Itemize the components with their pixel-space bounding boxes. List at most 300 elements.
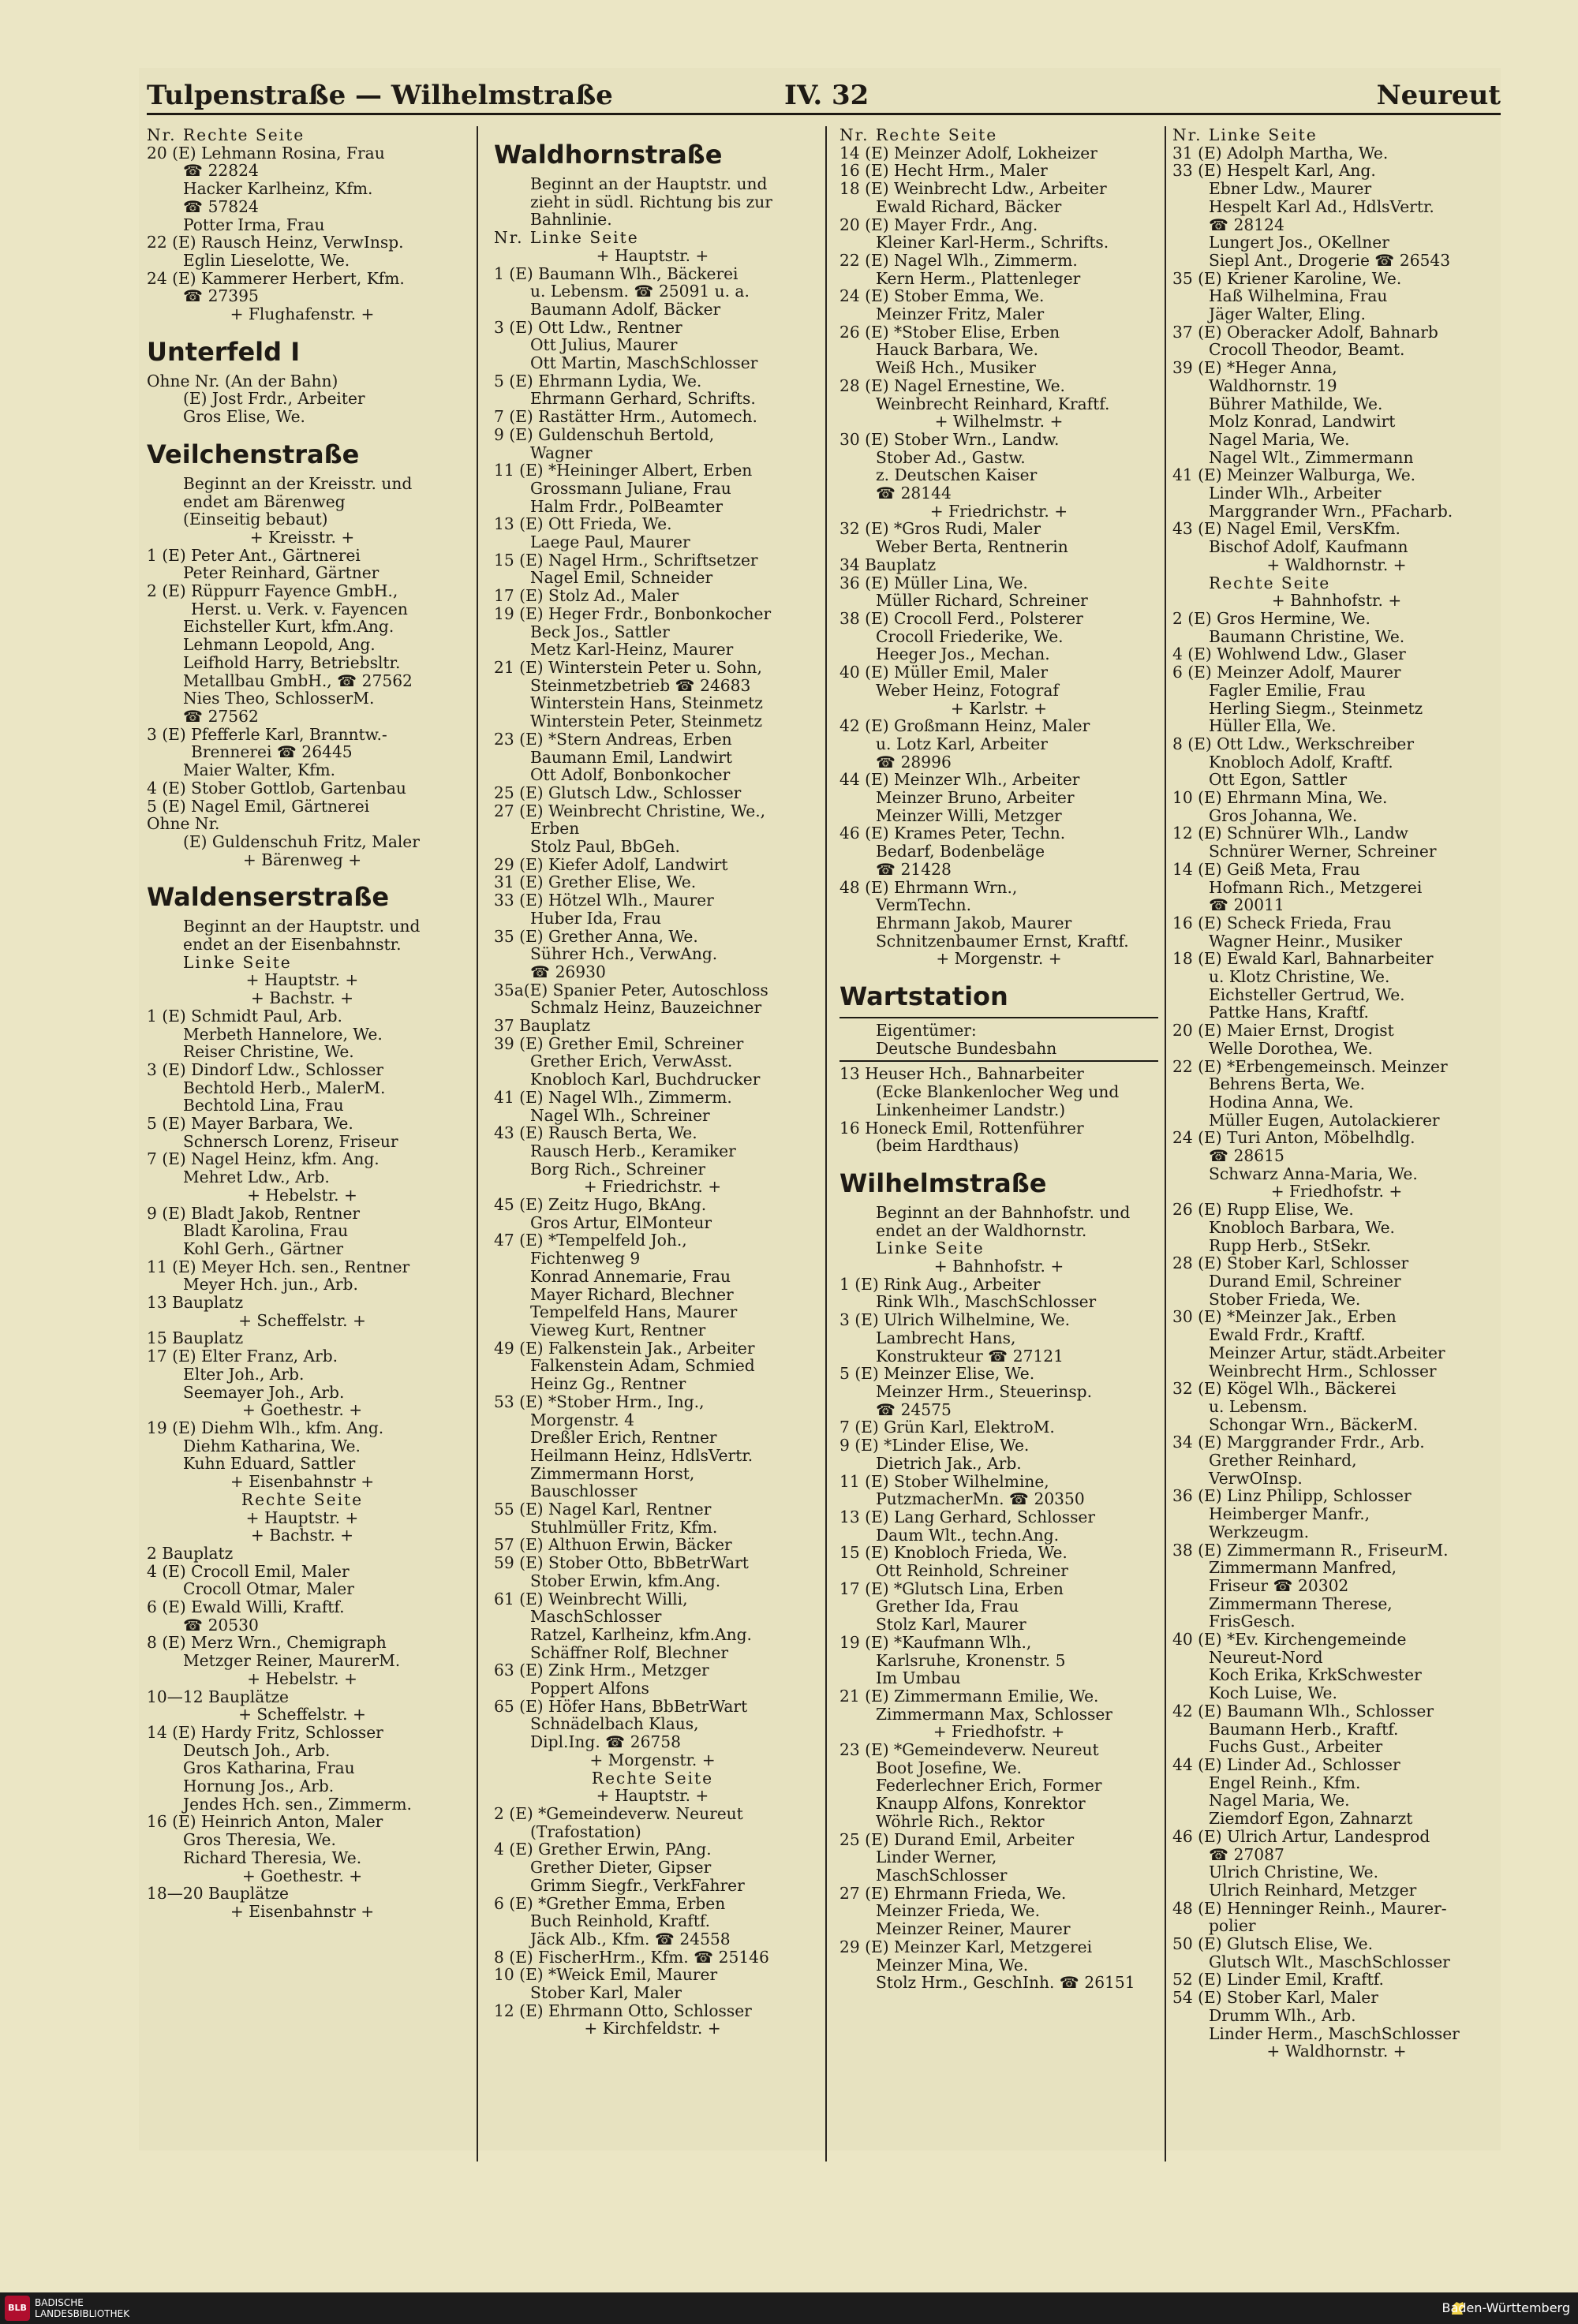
directory-entry: 8 (E) Ott Ldw., Werkschreiber bbox=[1172, 734, 1414, 753]
directory-entry: endet an der Waldhornstr. bbox=[876, 1220, 1087, 1240]
directory-entry: 38 (E) Crocoll Ferd., Polsterer bbox=[839, 608, 1083, 628]
directory-entry: Schmalz Heinz, Bauzeichner bbox=[530, 998, 762, 1018]
directory-entry: Jendes Hch. sen., Zimmerm. bbox=[183, 1794, 412, 1814]
directory-entry: 43 (E) Nagel Emil, VersKfm. bbox=[1172, 519, 1400, 539]
directory-entry: Engel Reinh., Kfm. bbox=[1209, 1773, 1361, 1792]
directory-entry: 22 (E) Nagel Wlh., Zimmerm. bbox=[839, 250, 1078, 270]
directory-entry: Knaupp Alfons, Konrektor bbox=[876, 1794, 1086, 1814]
directory-entry: 21 (E) Winterstein Peter u. Sohn, bbox=[494, 657, 762, 677]
directory-entry: 9 (E) Bladt Jakob, Rentner bbox=[147, 1203, 361, 1223]
directory-entry: 2 (E) *Gemeindeverw. Neureut bbox=[494, 1803, 743, 1823]
directory-entry: Mayer Richard, Blechner bbox=[530, 1284, 734, 1304]
directory-entry: 26 (E) Rupp Elise, We. bbox=[1172, 1200, 1354, 1220]
directory-entry: polier bbox=[1209, 1916, 1256, 1936]
directory-entry: Ziemdorf Egon, Zahnarzt bbox=[1209, 1809, 1413, 1829]
directory-entry: Zimmermann Manfred, bbox=[1209, 1558, 1397, 1578]
directory-entry: 19 (E) Heger Frdr., Bonbonkocher bbox=[494, 603, 772, 623]
directory-entry: Rechte Seite bbox=[591, 1768, 714, 1788]
directory-entry: Knobloch Barbara, We. bbox=[1209, 1217, 1395, 1237]
directory-entry: ☎ 20530 bbox=[183, 1615, 259, 1635]
directory-entry: Dipl.Ing. ☎ 26758 bbox=[530, 1732, 681, 1752]
directory-entry: ☎ 27562 bbox=[183, 706, 259, 726]
directory-entry: 12 (E) Ehrmann Otto, Schlosser bbox=[494, 2001, 752, 2020]
directory-entry: 1 (E) Peter Ant., Gärtnerei bbox=[147, 545, 361, 565]
directory-entry: 50 (E) Glutsch Elise, We. bbox=[1172, 1934, 1374, 1954]
directory-entry: 31 (E) Adolph Martha, We. bbox=[1172, 143, 1389, 163]
directory-entry: Friseur ☎ 20302 bbox=[1209, 1575, 1349, 1595]
directory-entry: 27 (E) Weinbrecht Christine, We., bbox=[494, 801, 766, 820]
directory-entry: 35 (E) Kriener Karoline, We. bbox=[1172, 268, 1402, 288]
page-header bbox=[147, 75, 1501, 115]
directory-entry: Meinzer Reiner, Maurer bbox=[876, 1919, 1071, 1939]
directory-entry: Marggrander Wrn., PFacharb. bbox=[1209, 501, 1453, 521]
directory-entry: Lehmann Leopold, Ang. bbox=[183, 635, 376, 655]
directory-entry: 16 (E) Scheck Frieda, Frau bbox=[1172, 913, 1392, 932]
directory-entry: Nagel Wlh., Schreiner bbox=[530, 1105, 710, 1125]
directory-entry: 18 (E) Ewald Karl, Bahnarbeiter bbox=[1172, 949, 1434, 969]
column-2 bbox=[494, 126, 811, 2038]
blb-logo-icon[interactable]: BLB bbox=[5, 2296, 30, 2321]
directory-entry: Gros Elise, We. bbox=[183, 407, 305, 427]
directory-entry: 19 (E) Diehm Wlh., kfm. Ang. bbox=[147, 1418, 384, 1437]
directory-entry: Winterstein Hans, Steinmetz bbox=[530, 693, 763, 713]
directory-entry: Eigentümer: bbox=[876, 1021, 977, 1041]
directory-entry: 8 (E) Merz Wrn., Chemigraph bbox=[147, 1633, 387, 1653]
directory-entry: Schnürer Werner, Schreiner bbox=[1209, 842, 1437, 861]
directory-entry: Meinzer Fritz, Maler bbox=[876, 305, 1045, 324]
directory-entry: 61 (E) Weinbrecht Willi, bbox=[494, 1589, 688, 1608]
directory-entry: Brennerei ☎ 26445 bbox=[191, 742, 353, 762]
directory-entry: 25 (E) Durand Emil, Arbeiter bbox=[839, 1829, 1075, 1849]
directory-entry: Werkzeugm. bbox=[1209, 1522, 1309, 1541]
directory-entry: Diehm Katharina, We. bbox=[183, 1436, 361, 1455]
directory-entry: 10 (E) Ehrmann Mina, We. bbox=[1172, 788, 1388, 808]
directory-entry: 25 (E) Glutsch Ldw., Schlosser bbox=[494, 783, 742, 802]
directory-entry: Reiser Christine, We. bbox=[183, 1042, 354, 1062]
column-divider bbox=[1165, 126, 1166, 2161]
directory-entry: Elter Joh., Arb. bbox=[183, 1364, 305, 1384]
directory-entry: Kuhn Eduard, Sattler bbox=[183, 1454, 356, 1474]
directory-entry: 42 (E) Baumann Wlh., Schlosser bbox=[1172, 1701, 1434, 1721]
directory-entry: 1 (E) Rink Aug., Arbeiter bbox=[839, 1274, 1041, 1294]
directory-entry: Fichtenweg 9 bbox=[530, 1249, 641, 1268]
directory-entry: 40 (E) *Ev. Kirchengemeinde bbox=[1172, 1630, 1407, 1650]
directory-entry: 13 (E) Ott Frieda, We. bbox=[494, 514, 672, 534]
directory-entry: + Friedrichstr. + bbox=[929, 501, 1068, 521]
directory-entry: Jäger Walter, Eling. bbox=[1209, 305, 1366, 324]
directory-entry: Metzger Reiner, MaurerM. bbox=[183, 1651, 401, 1671]
directory-entry: Kleiner Karl-Herm., Schrifts. bbox=[876, 233, 1109, 252]
directory-entry: u. Lotz Karl, Arbeiter bbox=[876, 734, 1048, 753]
directory-entry: Lambrecht Hans, bbox=[876, 1328, 1016, 1347]
directory-entry: (beim Hardthaus) bbox=[876, 1136, 1019, 1156]
directory-entry: Rechte Seite bbox=[241, 1489, 364, 1509]
directory-entry: Nr. Linke Seite bbox=[1172, 125, 1318, 144]
directory-entry: 5 (E) Nagel Emil, Gärtnerei bbox=[147, 796, 370, 816]
directory-entry: Schnädelbach Klaus, bbox=[530, 1714, 699, 1734]
column-4 bbox=[1172, 126, 1501, 2061]
directory-entry: Hacker Karlheinz, Kfm. bbox=[183, 179, 373, 199]
directory-entry: u. Klotz Christine, We. bbox=[1209, 967, 1390, 987]
directory-entry: Ewald Frdr., Kraftf. bbox=[1209, 1325, 1366, 1345]
directory-entry: ☎ 21428 bbox=[876, 859, 952, 879]
directory-entry: Ratzel, Karlheinz, kfm.Ang. bbox=[530, 1624, 752, 1644]
blb-name: BADISCHE LANDESBIBLIOTHEK bbox=[35, 2297, 130, 2319]
directory-entry: Schongar Wrn., BäckerM. bbox=[1209, 1414, 1419, 1434]
directory-entry: 34 (E) Marggrander Frdr., Arb. bbox=[1172, 1433, 1425, 1452]
directory-entry: 28 (E) Nagel Ernestine, We. bbox=[839, 376, 1065, 395]
directory-entry: Siepl Ant., Drogerie ☎ 26543 bbox=[1209, 250, 1451, 270]
directory-entry: 48 (E) Henninger Reinh., Maurer- bbox=[1172, 1898, 1447, 1918]
directory-entry: 18 (E) Weinbrecht Ldw., Arbeiter bbox=[839, 179, 1107, 199]
directory-entry: + Wilhelmstr. + bbox=[934, 412, 1064, 432]
directory-entry: Linder Wlh., Arbeiter bbox=[1209, 484, 1382, 503]
directory-entry: + Hauptstr. + bbox=[245, 970, 359, 990]
directory-entry: + Eisenbahnstr + bbox=[230, 1901, 375, 1921]
directory-entry: 46 (E) Ulrich Artur, Landesprod bbox=[1172, 1826, 1430, 1846]
directory-entry: Steinmetzbetrieb ☎ 24683 bbox=[530, 675, 751, 695]
directory-entry: 4 (E) Crocoll Emil, Maler bbox=[147, 1561, 350, 1581]
directory-entry: 17 (E) Elter Franz, Arb. bbox=[147, 1347, 338, 1366]
directory-entry: 42 (E) Großmann Heinz, Maler bbox=[839, 716, 1090, 736]
directory-entry: 4 (E) Stober Gottlob, Gartenbau bbox=[147, 778, 406, 798]
directory-entry: Beginnt an der Kreisstr. und bbox=[183, 473, 413, 493]
directory-entry: ☎ 28996 bbox=[876, 752, 952, 772]
directory-entry: Bischof Adolf, Kaufmann bbox=[1209, 537, 1408, 557]
directory-entry: Kern Herm., Plattenleger bbox=[876, 268, 1081, 288]
directory-entry: z. Deutschen Kaiser bbox=[876, 465, 1038, 485]
directory-entry: 63 (E) Zink Hrm., Metzger bbox=[494, 1661, 709, 1680]
directory-entry: ☎ 28144 bbox=[876, 484, 952, 503]
directory-entry: ☎ 27087 bbox=[1209, 1844, 1284, 1864]
directory-entry: Stolz Paul, BbGeh. bbox=[530, 837, 680, 857]
directory-entry: + Scheffelstr. + bbox=[238, 1310, 366, 1330]
directory-entry: u. Lebensm. bbox=[1209, 1396, 1307, 1416]
directory-entry: + Bahnhofstr. + bbox=[933, 1257, 1064, 1276]
directory-entry: Weinbrecht Reinhard, Kraftf. bbox=[876, 394, 1110, 413]
directory-entry: Grossmann Juliane, Frau bbox=[530, 478, 731, 498]
directory-entry: + Friedhofstr. + bbox=[1270, 1182, 1403, 1201]
directory-entry: 52 (E) Linder Emil, Kraftf. bbox=[1172, 1970, 1384, 1990]
directory-entry: + Bachstr. + bbox=[250, 988, 354, 1008]
directory-entry: Gros Theresia, We. bbox=[183, 1830, 336, 1850]
directory-entry: 4 (E) Grether Erwin, PAng. bbox=[494, 1840, 712, 1859]
directory-entry: PutzmacherMn. ☎ 20350 bbox=[876, 1489, 1085, 1509]
directory-entry: Schäffner Rolf, Blechner bbox=[530, 1642, 729, 1662]
directory-entry: Stober Ad., Gastw. bbox=[876, 447, 1026, 467]
directory-entry: ☎ 28124 bbox=[1209, 215, 1284, 234]
section-rule bbox=[839, 1017, 1158, 1018]
directory-entry: Grimm Siegfr., VerkFahrer bbox=[530, 1875, 745, 1895]
directory-entry: Gros Johanna, We. bbox=[1209, 805, 1358, 825]
directory-entry: Knobloch Karl, Buchdrucker bbox=[530, 1070, 761, 1089]
directory-entry: 24 (E) Stober Emma, We. bbox=[839, 286, 1045, 306]
directory-entry: Herling Siegm., Steinmetz bbox=[1209, 698, 1423, 718]
directory-entry: 14 (E) Hardy Fritz, Schlosser bbox=[147, 1722, 383, 1742]
directory-entry: Ott Reinhold, Schreiner bbox=[876, 1561, 1068, 1581]
directory-entry: Müller Richard, Schreiner bbox=[876, 591, 1088, 611]
directory-entry: 13 Bauplatz bbox=[147, 1293, 244, 1313]
directory-entry: 22 (E) Rausch Heinz, VerwInsp. bbox=[147, 233, 404, 252]
directory-entry: 20 (E) Lehmann Rosina, Frau bbox=[147, 143, 385, 163]
directory-entry: Fuchs Gust., Arbeiter bbox=[1209, 1737, 1383, 1757]
directory-entry: 23 (E) *Gemeindeverw. Neureut bbox=[839, 1740, 1099, 1760]
directory-entry: Ohne Nr. (An der Bahn) bbox=[147, 371, 338, 390]
directory-entry: 40 (E) Müller Emil, Maler bbox=[839, 663, 1048, 682]
directory-entry: 30 (E) Stober Wrn., Landw. bbox=[839, 429, 1060, 449]
directory-entry: + Scheffelstr. + bbox=[238, 1705, 366, 1724]
directory-entry: (E) Jost Frdr., Arbeiter bbox=[183, 389, 365, 409]
directory-entry: 18—20 Bauplätze bbox=[147, 1884, 289, 1904]
directory-entry: 27 (E) Ehrmann Frieda, We. bbox=[839, 1883, 1067, 1903]
directory-entry: Ulrich Christine, We. bbox=[1209, 1863, 1379, 1882]
header-page-number: IV. 32 bbox=[784, 80, 869, 111]
column-divider bbox=[825, 126, 827, 2161]
directory-entry: Ohne Nr. bbox=[147, 814, 220, 834]
directory-entry: Maier Walter, Kfm. bbox=[183, 760, 336, 780]
directory-entry: Bechtold Herb., MalerM. bbox=[183, 1078, 386, 1097]
directory-entry: Fagler Emilie, Frau bbox=[1209, 680, 1366, 700]
directory-entry: Crocoll Theodor, Beamt. bbox=[1209, 340, 1405, 360]
directory-entry: 16 (E) Heinrich Anton, Maler bbox=[147, 1812, 383, 1832]
directory-entry: Heilmann Heinz, HdlsVertr. bbox=[530, 1445, 753, 1465]
directory-entry: Heeger Jos., Mechan. bbox=[876, 645, 1050, 664]
directory-entry: + Kirchfeldstr. + bbox=[584, 2019, 721, 2038]
directory-entry: + Eisenbahnstr + bbox=[230, 1472, 375, 1492]
directory-entry: Koch Luise, We. bbox=[1209, 1683, 1337, 1703]
directory-entry: ☎ 28615 bbox=[1209, 1146, 1284, 1166]
directory-entry: endet an der Eisenbahnstr. bbox=[183, 935, 402, 955]
directory-entry: Behrens Berta, We. bbox=[1209, 1074, 1366, 1094]
directory-entry: 15 (E) Knobloch Frieda, We. bbox=[839, 1543, 1068, 1563]
directory-entry: Gros Katharina, Frau bbox=[183, 1758, 355, 1778]
directory-entry: Wöhrle Rich., Rektor bbox=[876, 1811, 1045, 1831]
directory-entry: 41 (E) Meinzer Walburga, We. bbox=[1172, 465, 1416, 485]
directory-entry: MaschSchlosser bbox=[876, 1865, 1008, 1885]
directory-entry: Nagel Emil, Schneider bbox=[530, 568, 713, 588]
directory-entry: Halm Frdr., PolBeamter bbox=[530, 496, 723, 516]
directory-entry: 34 Bauplatz bbox=[839, 555, 937, 574]
street-heading: Waldenserstraße bbox=[147, 882, 390, 913]
directory-entry: Peter Reinhard, Gärtner bbox=[183, 563, 380, 583]
directory-entry: 6 (E) Ewald Willi, Kraftf. bbox=[147, 1597, 345, 1617]
directory-entry: Grether Erich, VerwAsst. bbox=[530, 1052, 733, 1071]
directory-entry: Karlsruhe, Kronenstr. 5 bbox=[876, 1650, 1066, 1670]
directory-entry: Bechtold Lina, Frau bbox=[183, 1096, 344, 1115]
directory-entry: 31 (E) Grether Elise, We. bbox=[494, 872, 697, 892]
directory-entry: 12 (E) Schnürer Wlh., Landw bbox=[1172, 824, 1408, 843]
directory-entry: Richard Theresia, We. bbox=[183, 1848, 362, 1867]
directory-entry: 36 (E) Müller Lina, We. bbox=[839, 573, 1028, 592]
directory-entry: Knobloch Adolf, Kraftf. bbox=[1209, 752, 1393, 772]
directory-entry: 15 Bauplatz bbox=[147, 1328, 244, 1348]
directory-entry: 65 (E) Höfer Hans, BbBetrWart bbox=[494, 1696, 748, 1716]
directory-entry: 3 (E) Ott Ldw., Rentner bbox=[494, 317, 682, 337]
directory-entry: 14 (E) Geiß Meta, Frau bbox=[1172, 859, 1360, 879]
directory-entry: 55 (E) Nagel Karl, Rentner bbox=[494, 1500, 712, 1519]
directory-entry: Müller Eugen, Autolackierer bbox=[1209, 1110, 1440, 1130]
section-rule bbox=[839, 1060, 1158, 1062]
directory-entry: Bedarf, Bodenbeläge bbox=[876, 842, 1045, 861]
directory-entry: Meinzer Frieda, We. bbox=[876, 1901, 1041, 1921]
directory-entry: ☎ 20011 bbox=[1209, 895, 1284, 915]
directory-entry: 21 (E) Zimmermann Emilie, We. bbox=[839, 1686, 1099, 1706]
directory-entry: Schwarz Anna-Maria, We. bbox=[1209, 1164, 1418, 1183]
directory-entry: FrisGesch. bbox=[1209, 1612, 1296, 1631]
directory-entry: 41 (E) Nagel Wlh., Zimmerm. bbox=[494, 1087, 732, 1107]
directory-entry: Borg Rich., Schreiner bbox=[530, 1159, 705, 1179]
directory-entry: + Bärenweg + bbox=[242, 850, 362, 869]
directory-entry: Huber Ida, Frau bbox=[530, 908, 662, 928]
directory-entry: Meyer Hch. jun., Arb. bbox=[183, 1275, 358, 1295]
directory-entry: 6 (E) Meinzer Adolf, Maurer bbox=[1172, 663, 1401, 682]
directory-entry: Stuhlmüller Fritz, Kfm. bbox=[530, 1517, 718, 1537]
directory-entry: 11 (E) Meyer Hch. sen., Rentner bbox=[147, 1257, 410, 1276]
directory-entry: Linder Werner, bbox=[876, 1848, 997, 1867]
directory-entry: Seemayer Joh., Arb. bbox=[183, 1382, 345, 1402]
directory-entry: Merbeth Hannelore, We. bbox=[183, 1024, 383, 1044]
directory-entry: 7 (E) Rastätter Hrm., Automech. bbox=[494, 407, 757, 427]
directory-entry: + Hauptstr. + bbox=[596, 245, 709, 265]
directory-entry: + Waldhornstr. + bbox=[1266, 2042, 1407, 2061]
directory-entry: 33 (E) Hötzel Wlh., Maurer bbox=[494, 891, 714, 910]
directory-entry: 38 (E) Zimmermann R., FriseurM. bbox=[1172, 1540, 1449, 1560]
directory-entry: (Einseitig bebaut) bbox=[183, 510, 328, 529]
directory-entry: Schnersch Lorenz, Friseur bbox=[183, 1131, 398, 1151]
directory-entry: Waldhornstr. 19 bbox=[1209, 376, 1337, 395]
directory-entry: Baumann Christine, We. bbox=[1209, 626, 1405, 646]
directory-entry: endet am Bärenweg bbox=[183, 491, 346, 511]
directory-entry: Weber Heinz, Fotograf bbox=[876, 680, 1059, 700]
directory-entry: 32 (E) *Gros Rudi, Maler bbox=[839, 519, 1041, 539]
directory-entry: (Trafostation) bbox=[530, 1821, 641, 1841]
directory-entry: Zimmermann Therese, bbox=[1209, 1594, 1393, 1613]
bw-label[interactable]: Baden-Württemberg bbox=[1442, 2300, 1570, 2315]
directory-entry: Ehrmann Jakob, Maurer bbox=[876, 913, 1072, 932]
header-street-range: Tulpenstraße — Wilhelmstraße bbox=[147, 80, 613, 111]
directory-entry: + Bachstr. + bbox=[250, 1526, 354, 1545]
directory-entry: 35 (E) Grether Anna, We. bbox=[494, 926, 698, 946]
directory-entry: Baumann Herb., Kraftf. bbox=[1209, 1719, 1399, 1739]
column-divider bbox=[477, 126, 478, 2161]
column-1 bbox=[147, 126, 458, 1921]
directory-entry: Tempelfeld Hans, Maurer bbox=[530, 1302, 738, 1322]
directory-entry: Weinbrecht Hrm., Schlosser bbox=[1209, 1361, 1437, 1381]
directory-entry: Nagel Wlt., Zimmermann bbox=[1209, 447, 1414, 467]
directory-entry: 59 (E) Stober Otto, BbBetrWart bbox=[494, 1553, 749, 1573]
directory-entry: Federlechner Erich, Former bbox=[876, 1776, 1102, 1795]
directory-entry: Boot Josefine, We. bbox=[876, 1758, 1022, 1777]
directory-entry: 26 (E) *Stober Elise, Erben bbox=[839, 322, 1060, 342]
directory-entry: Linkenheimer Landstr.) bbox=[876, 1100, 1066, 1119]
directory-entry: Konrad Annemarie, Frau bbox=[530, 1266, 731, 1286]
directory-entry: Ott Martin, MaschSchlosser bbox=[530, 353, 758, 373]
directory-entry: Heinz Gg., Rentner bbox=[530, 1374, 686, 1394]
directory-entry: 47 (E) *Tempelfeld Joh., bbox=[494, 1231, 687, 1250]
directory-entry: Crocoll Friederike, We. bbox=[876, 626, 1064, 646]
directory-entry: + Hauptstr. + bbox=[596, 1786, 709, 1806]
directory-entry: Nagel Maria, We. bbox=[1209, 1791, 1350, 1810]
directory-entry: 20 (E) Mayer Frdr., Ang. bbox=[839, 215, 1038, 234]
directory-entry: + Goethestr. + bbox=[241, 1400, 363, 1420]
directory-entry: Ebner Ldw., Maurer bbox=[1209, 179, 1372, 199]
directory-entry: Poppert Alfons bbox=[530, 1679, 649, 1698]
directory-entry: 16 (E) Hecht Hrm., Maler bbox=[839, 161, 1048, 181]
directory-entry: + Karlstr. + bbox=[950, 698, 1048, 718]
directory-entry: 5 (E) Ehrmann Lydia, We. bbox=[494, 371, 702, 390]
directory-entry: + Morgenstr. + bbox=[589, 1750, 716, 1769]
directory-entry: ☎ 22824 bbox=[183, 161, 259, 181]
directory-entry: 57 (E) Althuon Erwin, Bäcker bbox=[494, 1535, 732, 1555]
directory-entry: 19 (E) *Kaufmann Wlh., bbox=[839, 1632, 1032, 1652]
street-heading: Wartstation bbox=[839, 981, 1008, 1012]
directory-entry: Grether Ida, Frau bbox=[876, 1597, 1019, 1616]
directory-entry: 53 (E) *Stober Hrm., Ing., bbox=[494, 1392, 705, 1411]
header-town: Neureut bbox=[1376, 80, 1501, 111]
directory-entry: + Hebelstr. + bbox=[247, 1185, 357, 1205]
directory-entry: 13 Heuser Hch., Bahnarbeiter bbox=[839, 1064, 1084, 1084]
directory-entry: Laege Paul, Maurer bbox=[530, 532, 690, 552]
directory-entry: Hespelt Karl Ad., HdlsVertr. bbox=[1209, 196, 1434, 216]
directory-entry: + Kreisstr. + bbox=[249, 527, 355, 547]
directory-entry: (E) Guldenschuh Fritz, Maler bbox=[183, 831, 420, 851]
directory-entry: Beck Jos., Sattler bbox=[530, 622, 670, 641]
directory-entry: Rink Wlh., MaschSchlosser bbox=[876, 1292, 1097, 1312]
directory-entry: Ott Adolf, Bonbonkocher bbox=[530, 765, 731, 785]
directory-entry: ☎ 26930 bbox=[530, 962, 606, 981]
directory-entry: Potter Irma, Frau bbox=[183, 215, 325, 234]
directory-entry: Meinzer Mina, We. bbox=[876, 1955, 1029, 1975]
directory-entry: Weiß Hch., Musiker bbox=[876, 358, 1036, 378]
directory-entry: Rausch Herb., Keramiker bbox=[530, 1141, 736, 1160]
directory-entry: 16 Honeck Emil, Rottenführer bbox=[839, 1118, 1084, 1138]
directory-entry: + Friedrichstr. + bbox=[583, 1177, 722, 1197]
directory-entry: 7 (E) Nagel Heinz, kfm. Ang. bbox=[147, 1149, 380, 1169]
directory-entry: Eglin Lieselotte, We. bbox=[183, 250, 350, 270]
directory-entry: 2 Bauplatz bbox=[147, 1543, 234, 1563]
directory-entry: Baumann Emil, Landwirt bbox=[530, 747, 732, 767]
street-heading: Veilchenstraße bbox=[147, 439, 360, 469]
directory-entry: Nagel Maria, We. bbox=[1209, 429, 1350, 449]
directory-entry: Molz Konrad, Landwirt bbox=[1209, 412, 1396, 432]
directory-entry: Durand Emil, Schreiner bbox=[1209, 1272, 1401, 1291]
column-3 bbox=[839, 126, 1158, 1992]
directory-entry: 2 (E) Gros Hermine, We. bbox=[1172, 608, 1370, 628]
directory-entry: 33 (E) Hespelt Karl, Ang. bbox=[1172, 161, 1376, 181]
directory-entry: Heimberger Manfr., bbox=[1209, 1504, 1370, 1524]
directory-entry: zieht in südl. Richtung bis zur bbox=[530, 192, 772, 211]
directory-entry: Wagner Heinr., Musiker bbox=[1209, 931, 1402, 951]
directory-entry: Welle Dorothea, We. bbox=[1209, 1038, 1373, 1058]
directory-entry: Ewald Richard, Bäcker bbox=[876, 196, 1062, 216]
directory-entry: 7 (E) Grün Karl, ElektroM. bbox=[839, 1418, 1055, 1437]
directory-entry: 37 Bauplatz bbox=[494, 1016, 591, 1036]
directory-entry: 8 (E) FischerHrm., Kfm. ☎ 25146 bbox=[494, 1947, 769, 1967]
directory-entry: Baumann Adolf, Bäcker bbox=[530, 299, 721, 319]
directory-entry: Bauschlosser bbox=[530, 1481, 638, 1501]
directory-entry: Jäck Alb., Kfm. ☎ 24558 bbox=[530, 1929, 731, 1948]
directory-entry: Nies Theo, SchlosserM. bbox=[183, 689, 375, 708]
directory-entry: Grether Dieter, Gipser bbox=[530, 1858, 712, 1878]
directory-entry: Bahnlinie. bbox=[530, 210, 612, 230]
directory-entry: 36 (E) Linz Philipp, Schlosser bbox=[1172, 1486, 1412, 1506]
directory-entry: Hüller Ella, We. bbox=[1209, 716, 1337, 736]
directory-entry: Zimmermann Horst, bbox=[530, 1463, 695, 1483]
directory-entry: Weber Berta, Rentnerin bbox=[876, 537, 1068, 557]
directory-entry: Kohl Gerh., Gärtner bbox=[183, 1239, 344, 1258]
directory-entry: 17 (E) *Glutsch Lina, Erben bbox=[839, 1579, 1064, 1598]
directory-entry: Meinzer Bruno, Arbeiter bbox=[876, 788, 1075, 808]
